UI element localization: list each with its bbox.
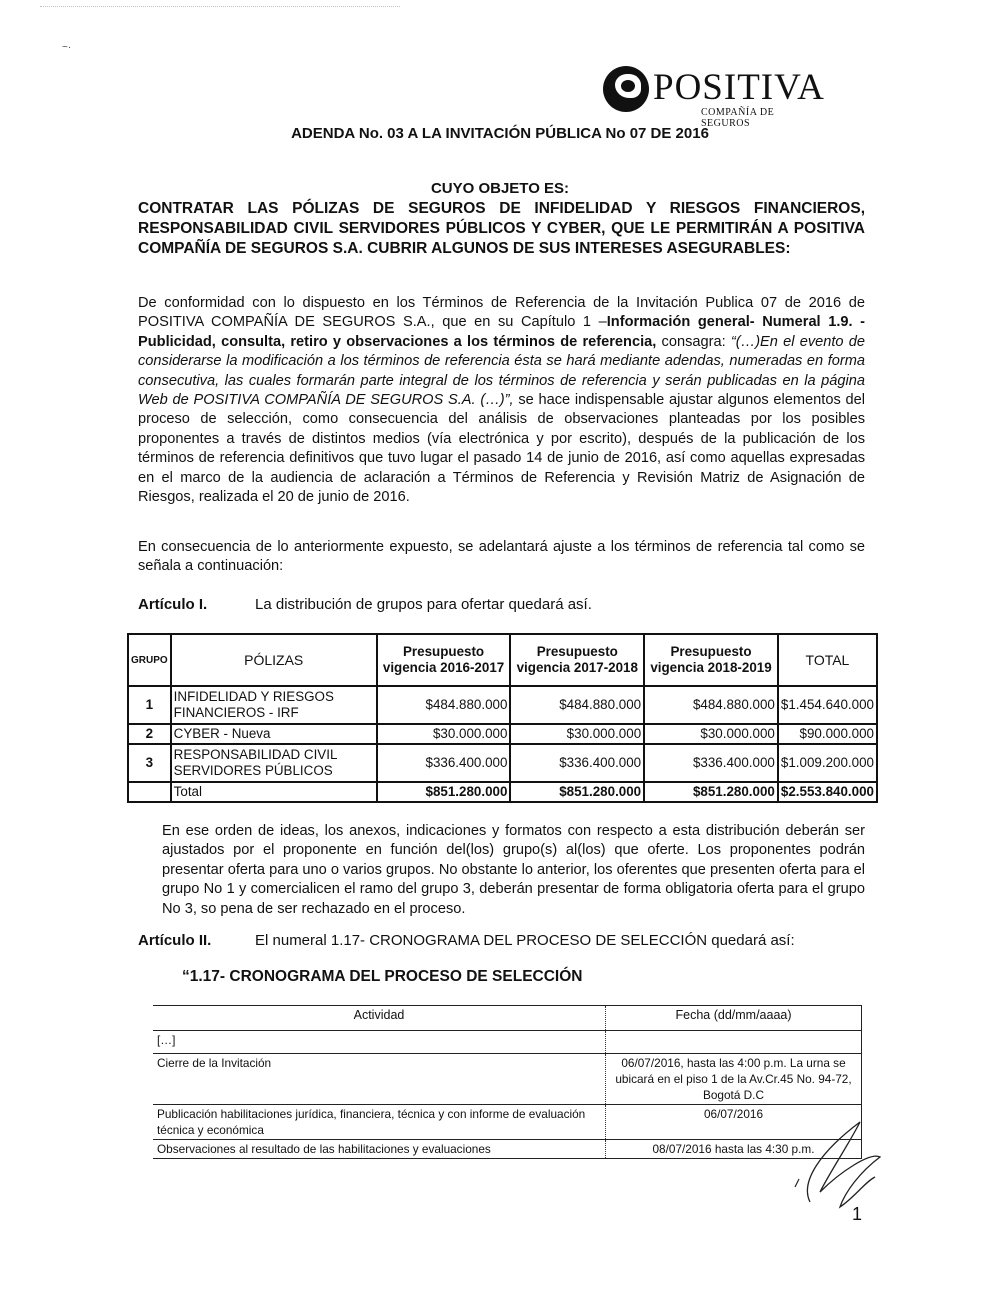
object-text: CONTRATAR LAS PÓLIZAS DE SEGUROS DE INFIDELIDAD Y RIESGOS FINANCIEROS, RESPONSABILIDAD CIVIL SERVIDORES PÚBLICOS Y CYBER, QUE LE PERMITIRÁN A POSITIVA COMPAÑÍA DE SEGUROS S.A. CUBRIR ALGUNOS DE SUS INTERESES ASEGURABLES: bbox=[138, 200, 865, 257]
date: 06/07/2016 bbox=[606, 1105, 862, 1140]
order-paragraph: En ese orden de ideas, los anexos, indicaciones y formatos con respecto a esta distribución deberán ser ajustados por el proponente en función del(los) grupo(s) al(los) que oferte. Los proponentes podrán presentar oferta para uno o varios grupos. No obstante lo anterior, los oferentes que presenten oferta para el grupo No 1 y comercialicen el ramo del grupo 3, deberán presentar de forma obligatoria oferta para el grupo No 3, so pena de ser rechazado en el proceso. bbox=[162, 823, 865, 917]
policy-name: CYBER - Nueva bbox=[171, 724, 377, 744]
article-1-label: Artículo I. bbox=[138, 596, 208, 613]
header-budget-2017: Presupuesto vigencia 2017-2018 bbox=[510, 634, 644, 686]
document-title: ADENDA No. 03 A LA INVITACIÓN PÚBLICA No 07 DE 2016 bbox=[291, 125, 709, 142]
table-row bbox=[153, 1031, 862, 1054]
object-label: CUYO OBJETO ES: bbox=[430, 180, 570, 197]
activity: Cierre de la Invitación bbox=[153, 1054, 606, 1105]
policy-name: Total bbox=[171, 782, 377, 802]
schedule-table bbox=[153, 1005, 862, 1159]
group-number: 1 bbox=[128, 686, 171, 724]
logo-emblem-icon bbox=[603, 66, 649, 112]
header-budget-2016: Presupuesto vigencia 2016-2017 bbox=[377, 634, 511, 686]
intro-text-b: consagra: bbox=[656, 333, 731, 350]
schedule-title: “1.17- CRONOGRAMA DEL PROCESO DE SELECCIÓN bbox=[182, 968, 583, 985]
schedule-header bbox=[153, 1006, 862, 1031]
budget-total: $2.553.840.000 bbox=[778, 782, 877, 802]
group-number bbox=[128, 782, 171, 802]
scan-artifact bbox=[40, 6, 400, 11]
logo-name: POSITIVA bbox=[653, 67, 825, 108]
activity: Observaciones al resultado de las habilitaciones y evaluaciones bbox=[153, 1140, 606, 1159]
activity: […] bbox=[153, 1031, 606, 1054]
header-group: GRUPO bbox=[128, 634, 171, 686]
activity: Publicación habilitaciones jurídica, financiera, técnica y con informe de evaluación técnica y económica bbox=[153, 1105, 606, 1140]
groups-table-header bbox=[128, 634, 877, 686]
table-row bbox=[153, 1140, 862, 1159]
table-row bbox=[128, 744, 877, 782]
logo-subtitle: COMPAÑÍA DE SEGUROS bbox=[701, 107, 775, 129]
budget-2016: $484.880.000 bbox=[377, 686, 511, 724]
group-number: 3 bbox=[128, 744, 171, 782]
date bbox=[606, 1031, 862, 1054]
budget-2016: $851.280.000 bbox=[377, 782, 511, 802]
budget-total: $1.009.200.000 bbox=[778, 744, 877, 782]
budget-2018: $484.880.000 bbox=[644, 686, 778, 724]
budget-2017: $30.000.000 bbox=[510, 724, 644, 744]
table-row bbox=[128, 686, 877, 724]
article-1-text: La distribución de grupos para ofertar quedará así. bbox=[255, 596, 592, 613]
intro-quote: “(…)En el evento de considerarse la modificación a los términos de referencia ésta se hará mediante adendas, numeradas en forma consecutiva, las cuales formarán parte integral de los términos de referencia y serán publicadas en la página Web de POSITIVA COMPAÑÍA DE SEGUROS S.A. (…)”, bbox=[138, 333, 865, 409]
budget-2018: $336.400.000 bbox=[644, 744, 778, 782]
page-number: 1 bbox=[852, 1204, 863, 1224]
header-activity: Actividad bbox=[153, 1006, 606, 1031]
header-total: TOTAL bbox=[778, 634, 877, 686]
intro-text-c: se hace indispensable ajustar algunos elementos del proceso de selección, como consecuencia del análisis de observaciones planteadas por los posibles proponentes a través de distintos medios (vía electrónica y por escrito), después de la publicación de los términos de referencia definitivos que tuvo lugar el pasado 14 de junio de 2016, así como aquellas expresadas en el marco de la audiencia de aclaración a Términos de Referencia y Revisión Matriz de Asignación de Riesgos, realizada el 20 de junio de 2016. bbox=[138, 392, 865, 506]
budget-2017: $336.400.000 bbox=[510, 744, 644, 782]
budget-2018: $30.000.000 bbox=[644, 724, 778, 744]
header-policies: PÓLIZAS bbox=[171, 634, 377, 686]
article-2-label: Artículo II. bbox=[138, 932, 212, 949]
date: 08/07/2016 hasta las 4:30 p.m. bbox=[606, 1140, 862, 1159]
budget-2016: $336.400.000 bbox=[377, 744, 511, 782]
policy-name: INFIDELIDAD Y RIESGOS FINANCIEROS - IRF bbox=[171, 686, 377, 724]
table-row bbox=[153, 1054, 862, 1105]
article-1 bbox=[138, 596, 592, 613]
intro-text-bold: Información general- Numeral 1.9. - Publicidad, consulta, retiro y observaciones a los términos de referencia, bbox=[138, 314, 865, 350]
header-date: Fecha (dd/mm/aaaa) bbox=[606, 1006, 862, 1031]
budget-total: $1.454.640.000 bbox=[778, 686, 877, 724]
scan-mark: ~· bbox=[62, 42, 72, 53]
intro-text-a: De conformidad con lo dispuesto en los Términos de Referencia de la Invitación Publica 07 de 2016 de POSITIVA COMPAÑÍA DE SEGUROS S.A., que en su Capítulo 1 – bbox=[138, 295, 865, 331]
groups-table bbox=[127, 633, 878, 803]
positiva-logo bbox=[603, 66, 825, 129]
budget-2016: $30.000.000 bbox=[377, 724, 511, 744]
intro-paragraph bbox=[138, 294, 865, 507]
table-row bbox=[153, 1105, 862, 1140]
budget-2018: $851.280.000 bbox=[644, 782, 778, 802]
policy-name: RESPONSABILIDAD CIVIL SERVIDORES PÚBLICOS bbox=[171, 744, 377, 782]
signature-icon bbox=[790, 1112, 890, 1212]
table-row bbox=[128, 724, 877, 744]
header-budget-2018: Presupuesto vigencia 2018-2019 bbox=[644, 634, 778, 686]
group-number: 2 bbox=[128, 724, 171, 744]
article-2-text: El numeral 1.17- CRONOGRAMA DEL PROCESO DE SELECCIÓN quedará así: bbox=[255, 932, 795, 949]
table-total-row bbox=[128, 782, 877, 802]
date: 06/07/2016, hasta las 4:00 p.m. La urna se ubicará en el piso 1 de la Av.Cr.45 No. 94-72, Bogotá D.C bbox=[606, 1054, 862, 1105]
budget-total: $90.000.000 bbox=[778, 724, 877, 744]
budget-2017: $851.280.000 bbox=[510, 782, 644, 802]
article-2 bbox=[138, 932, 795, 949]
consequence-paragraph: En consecuencia de lo anteriormente expuesto, se adelantará ajuste a los términos de referencia tal como se señala a continuación: bbox=[138, 539, 865, 575]
budget-2017: $484.880.000 bbox=[510, 686, 644, 724]
